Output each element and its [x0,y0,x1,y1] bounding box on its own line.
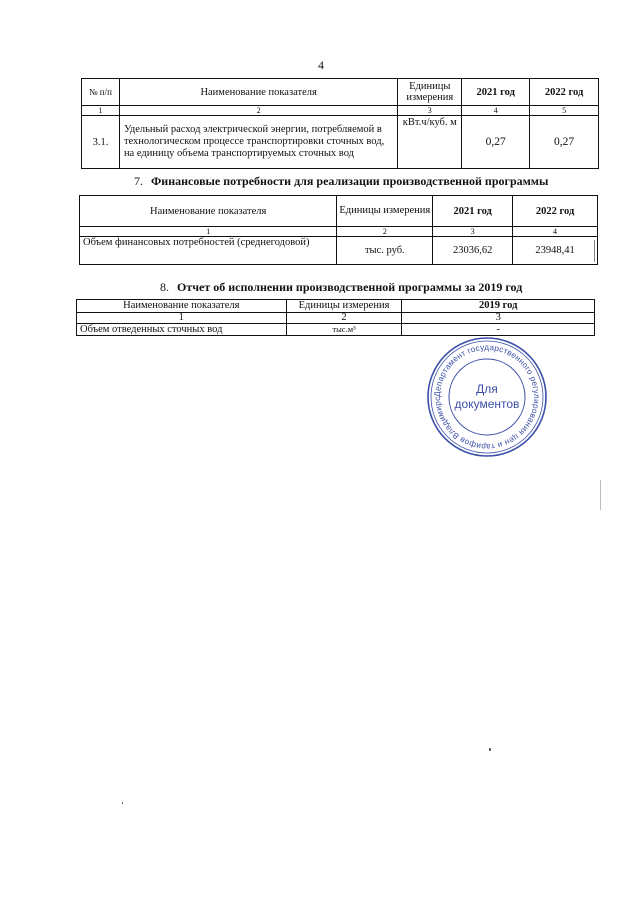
index-cell: 3 [433,227,513,237]
stamp-center-line1: Для [476,382,498,396]
header-2022: 2022 год [513,196,598,227]
table-row [80,237,598,265]
index-cell: 1 [77,313,287,324]
scan-mark [489,748,491,751]
index-cell: 5 [530,106,599,116]
row-indicator-name: Объем отведенных сточных вод [77,324,287,336]
section-8-number: 8. [160,280,169,294]
indicator-table [81,78,599,169]
header-2021: 2021 год [433,196,513,227]
header-2022: 2022 год [530,79,599,106]
scan-mark [122,802,123,804]
table-row [77,324,595,336]
index-cell: 4 [462,106,530,116]
header-indicator-name: Наименование показателя [119,79,397,106]
page-number: 4 [318,58,324,72]
index-cell: 1 [82,106,120,116]
section-8-title: Отчет об исполнении производственной программы за 2019 год [177,280,523,294]
index-row [77,313,595,324]
header-unit: Единицы измерения [286,300,402,313]
index-cell: 1 [80,227,337,237]
header-unit: Единицы измерения [337,196,433,227]
row-indicator-name: Объем финансовых потребностей (среднегодовой) [80,237,337,265]
financial-needs-table [79,195,598,265]
stamp-center-line2: документов [454,397,520,411]
section-7-heading [134,174,548,189]
row-num: 3.1. [82,116,120,169]
header-2019: 2019 год [402,300,595,313]
index-row [82,106,599,116]
stamp-ring-text: Департамент государственного регулирования цен и тарифов Владимирс [432,342,542,452]
header-unit: Единицы измерения [398,79,462,106]
row-value-2021: 23036,62 [433,237,513,265]
header-indicator-name: Наименование показателя [77,300,287,313]
header-indicator-name: Наименование показателя [80,196,337,227]
row-value-2022: 0,27 [530,116,599,169]
index-cell: 2 [119,106,397,116]
header-2021: 2021 год [462,79,530,106]
row-unit: тыс.м³ [286,324,402,336]
index-cell: 3 [398,106,462,116]
section-7-title: Финансовые потребности для реализации производственной программы [151,174,549,188]
row-value-2019: - [402,324,595,336]
section-7-number: 7. [134,174,143,188]
row-value-2021: 0,27 [462,116,530,169]
index-cell: 2 [286,313,402,324]
stamp-seal-icon [425,335,549,459]
row-indicator-name: Удельный расход электрической энергии, потребляемой в технологическом процессе транспортировки сточных вод, на единицу объема транспортируемых сточных вод [119,116,397,169]
section-8-heading [160,280,522,295]
scan-mark [600,480,601,510]
table-row [82,116,599,169]
index-cell: 2 [337,227,433,237]
row-value-2022: 23948,41 [513,237,598,265]
scan-mark [594,240,595,262]
index-row [80,227,598,237]
header-num: № п/п [82,79,120,106]
row-unit: кВт.ч/куб. м [398,116,462,169]
index-cell: 3 [402,313,595,324]
program-report-table [76,299,595,336]
index-cell: 4 [513,227,598,237]
row-unit: тыс. руб. [337,237,433,265]
official-stamp [425,335,549,459]
